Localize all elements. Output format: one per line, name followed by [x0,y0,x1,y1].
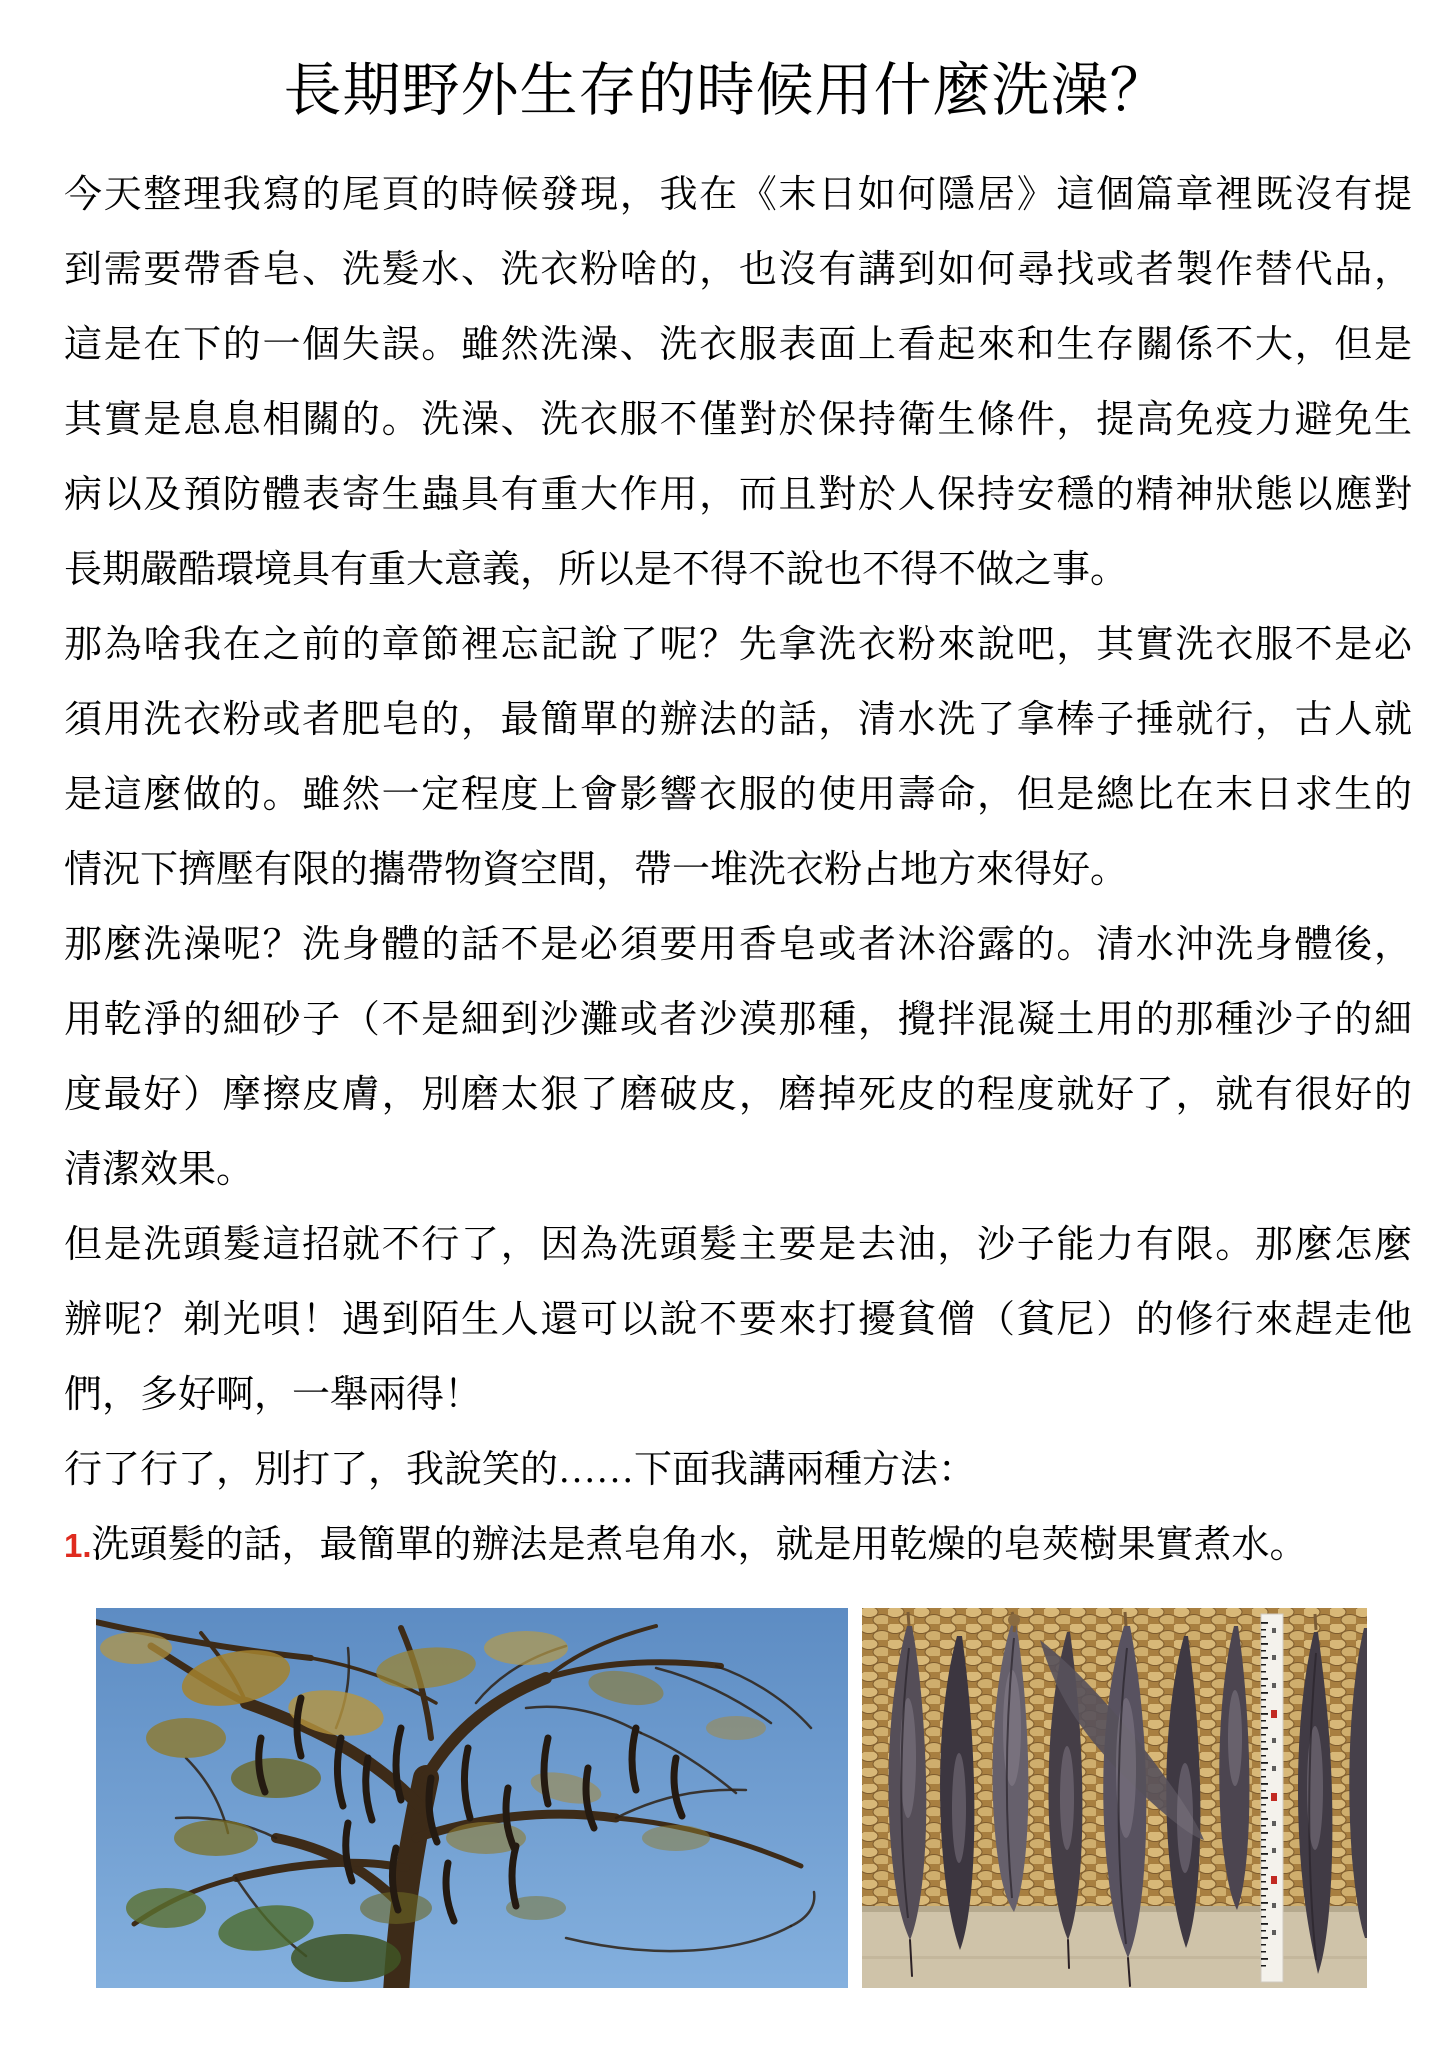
pods-illustration [862,1608,1367,1988]
body-line: 行了行了，別打了，我說笑的……下面我講兩種方法： [64,1449,977,1491]
body-line: 是這麼做的。雖然一定程度上會影響衣服的使用壽命，但是總比在末日求生的 [64,774,1412,816]
soap-pod-tree-photo [96,1608,848,1988]
body-line: 今天整理我寫的尾頁的時候發現，我在《末日如何隱居》這個篇章裡既沒有提 [64,174,1412,216]
body-line: 到需要帶香皂、洗髮水、洗衣粉啥的，也沒有講到如何尋找或者製作替代品， [64,249,1412,291]
body-line: 情況下擠壓有限的攜帶物資空間，帶一堆洗衣粉占地方來得好。 [64,849,1129,891]
body-line: 用乾淨的細砂子（不是細到沙灘或者沙漠那種，攪拌混凝土用的那種沙子的細 [64,999,1412,1041]
list-item-1 [64,1508,1412,1583]
floor-strip [862,1908,1367,1988]
body-line: 辦呢？剃光唄！遇到陌生人還可以說不要來打擾貧僧（貧尼）的修行來趕走他 [64,1299,1412,1341]
tree-illustration [96,1608,848,1988]
body-line: 但是洗頭髮這招就不行了，因為洗頭髮主要是去油，沙子能力有限。那麼怎麼 [64,1224,1412,1266]
body-line: 這是在下的一個失誤。雖然洗澡、洗衣服表面上看起來和生存關係不大，但是 [64,324,1412,366]
list-item-number: 1. [64,1527,92,1564]
body-line: 度最好）摩擦皮膚，別磨太狠了磨破皮，磨掉死皮的程度就好了，就有很好的 [64,1074,1412,1116]
dried-soap-pods-photo [862,1608,1367,1988]
page-title: 長期野外生存的時候用什麼洗澡？ [283,58,1169,123]
body-line: 其實是息息相關的。洗澡、洗衣服不僅對於保持衛生條件，提高免疫力避免生 [64,399,1412,441]
body-line: 那麼洗澡呢？洗身體的話不是必須要用香皂或者沐浴露的。清水沖洗身體後， [64,924,1412,966]
body-line: 病以及預防體表寄生蟲具有重大作用，而且對於人保持安穩的精神狀態以應對 [64,474,1412,516]
body-line: 們，多好啊，一舉兩得！ [64,1374,483,1416]
body-text [64,158,1412,1583]
body-line: 清潔效果。 [64,1149,255,1191]
body-line: 那為啥我在之前的章節裡忘記說了呢？先拿洗衣粉來說吧，其實洗衣服不是必 [64,624,1412,666]
list-item-text: 洗頭髮的話，最簡單的辦法是煮皂角水，就是用乾燥的皂莢樹果實煮水。 [91,1524,1308,1566]
body-line: 長期嚴酷環境具有重大意義，所以是不得不說也不得不做之事。 [64,549,1129,591]
figures-row [0,1608,1452,1988]
body-line: 須用洗衣粉或者肥皂的，最簡單的辦法的話，清水洗了拿棒子捶就行，古人就 [64,699,1412,741]
ruler [1261,1614,1283,1982]
